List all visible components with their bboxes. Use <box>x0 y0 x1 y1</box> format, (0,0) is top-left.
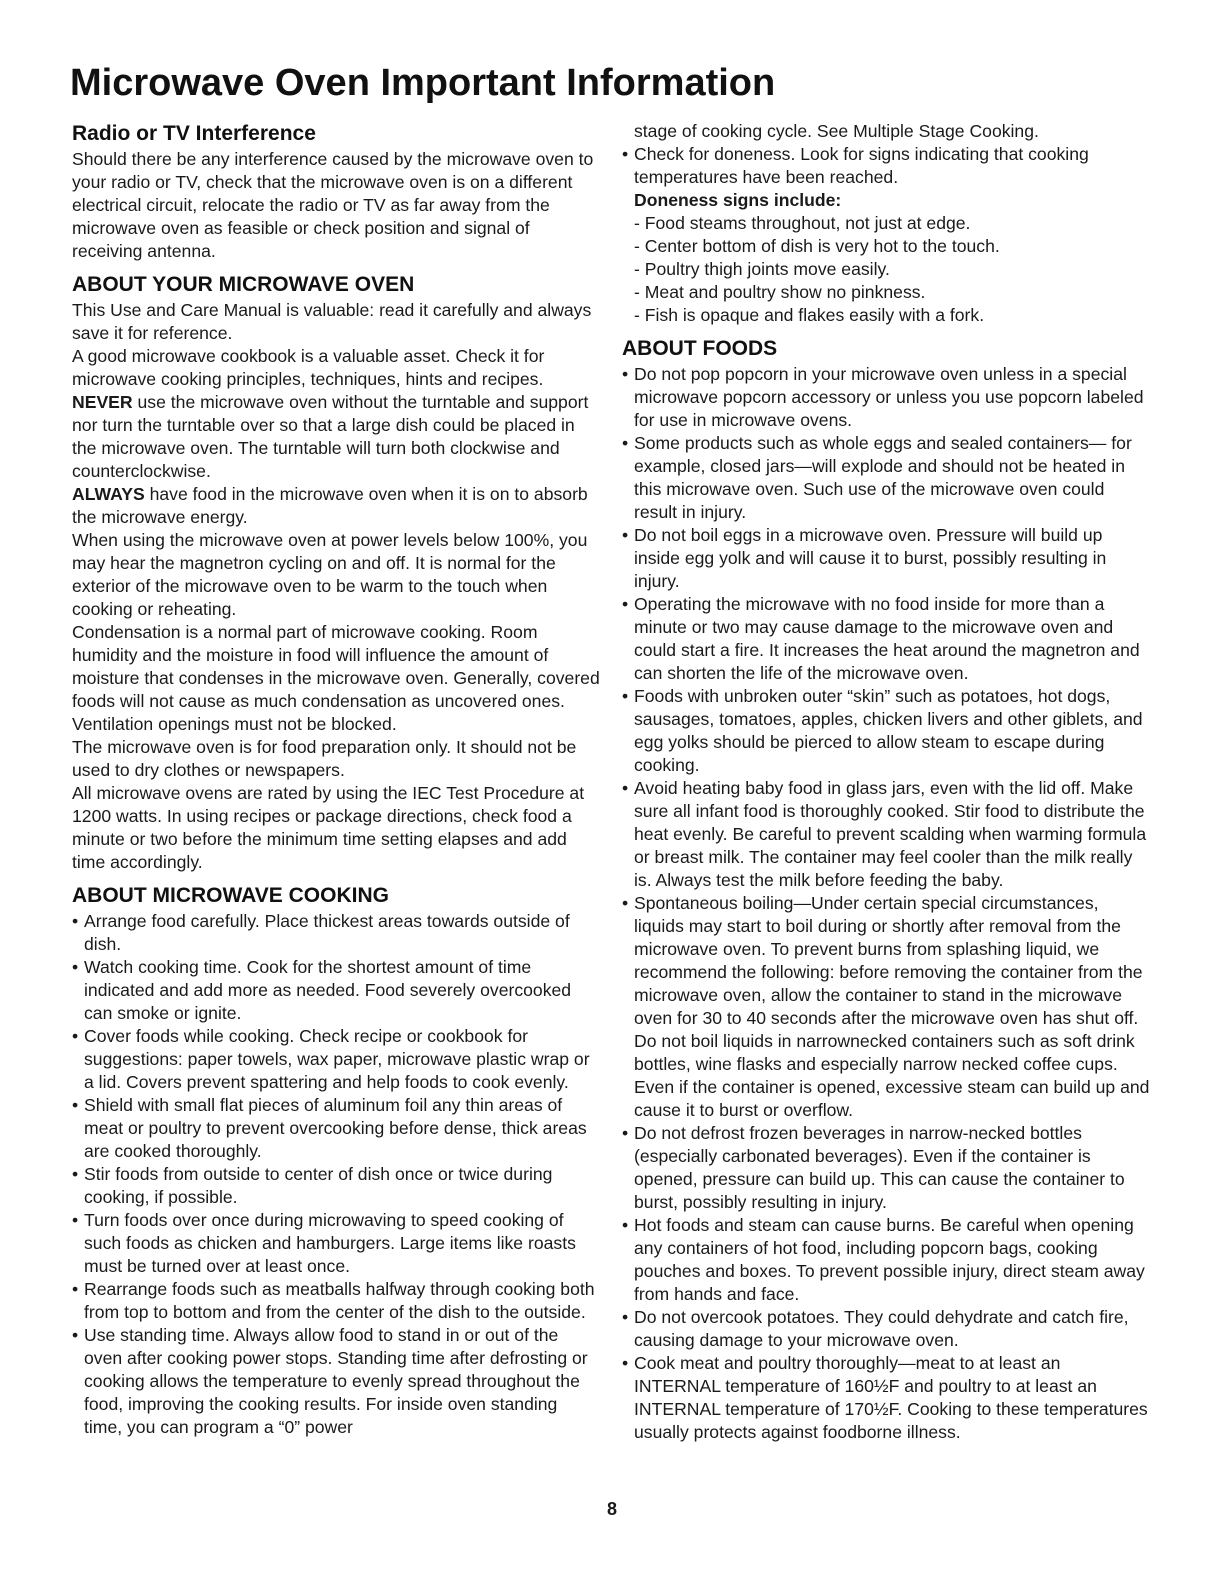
about-oven-heading: ABOUT YOUR MICROWAVE OVEN <box>72 273 415 296</box>
radio-tv-heading: Radio or TV Interference <box>72 122 316 145</box>
cooking-continued: stage of cooking cycle. See Multiple Stage Cooking. <box>634 121 1039 141</box>
list-item: • Hot foods and steam can cause burns. Be careful when opening any containers of hot food, including popcorn bags, cooking pouches and boxes. To prevent possible injury, direct steam away from hands and face. <box>622 1214 1150 1306</box>
about-oven-p3 <box>72 391 600 483</box>
list-item: • Operating the microwave with no food inside for more than a minute or two may cause damage to the microwave oven and could start a fire. It increases the heat around the magnetron and can shorten the life of the microwave oven. <box>622 593 1150 685</box>
list-item: • Do not overcook potatoes. They could dehydrate and catch fire, causing damage to your microwave oven. <box>622 1306 1150 1352</box>
list-item: - Center bottom of dish is very hot to the touch. <box>634 236 1000 256</box>
list-item: • Watch cooking time. Cook for the shortest amount of time indicated and add more as needed. Food severely overcooked can smoke or ignite. <box>72 956 600 1025</box>
list-item: • Spontaneous boiling—Under certain special circumstances, liquids may start to boil during or shortly after removal from the microwave oven. To prevent burns from splashing liquid, we recommend the following: before removing the container from the microwave oven, allow the container to stand in the microwave oven for 30 to 40 seconds after the microwave oven has shut off. Do not boil liquids in narrownecked containers such as soft drink bottles, wine flasks and especially narrow necked coffee cups. Even if the container is opened, excessive steam can build up and cause it to burst or overflow. <box>622 892 1150 1122</box>
about-oven-p7: The microwave oven is for food preparation only. It should not be used to dry clothes or newspapers. <box>72 737 577 780</box>
about-oven-p8: All microwave ovens are rated by using the IEC Test Procedure at 1200 watts. In using recipes or package directions, check food a minute or two before the minimum time setting elapses and add time accordingly. <box>72 783 585 872</box>
right-column <box>622 120 1150 1444</box>
never-label: NEVER <box>72 392 133 412</box>
about-foods-list <box>622 363 1150 1444</box>
list-item: • Shield with small flat pieces of aluminum foil any thin areas of meat or poultry to prevent overcooking before dense, thick areas are cooked thoroughly. <box>72 1094 600 1163</box>
about-oven-p3-text: use the microwave oven without the turntable and support nor turn the turntable over so that a large dish could be placed in the microwave oven. The turntable will turn both clockwise and counterclockwise. <box>72 392 589 481</box>
list-item: • Avoid heating baby food in glass jars, even with the lid off. Make sure all infant food is thoroughly cooked. Stir food to distribute the heat evenly. Be careful to prevent scalding when warming formula or breast milk. The container may feel cooler than the milk really is. Always test the milk before feeding the baby. <box>622 777 1150 892</box>
list-item: • Stir foods from outside to center of dish once or twice during cooking, if possible. <box>72 1163 600 1209</box>
about-oven-p5: When using the microwave oven at power levels below 100%, you may hear the magnetron cycling on and off. It is normal for the exterior of the microwave oven to be warm to the touch when cooking or reheating. <box>72 530 588 619</box>
doneness-signs <box>622 212 1150 327</box>
about-cooking-list <box>72 910 600 1439</box>
list-item: • Some products such as whole eggs and sealed containers— for example, closed jars—will explode and should not be heated in this microwave oven. Such use of the microwave oven could result in injury. <box>622 432 1150 524</box>
about-oven-p1: This Use and Care Manual is valuable: read it carefully and always save it for reference. <box>72 300 592 343</box>
about-foods-heading: ABOUT FOODS <box>622 337 778 360</box>
list-item: - Meat and poultry show no pinkness. <box>634 282 926 302</box>
list-item: - Fish is opaque and flakes easily with a fork. <box>634 305 985 325</box>
list-item: • Arrange food carefully. Place thickest areas towards outside of dish. <box>72 910 600 956</box>
about-oven-p6: Condensation is a normal part of microwave cooking. Room humidity and the moisture in food will influence the amount of moisture that condenses in the microwave oven. Generally, covered foods will not cause as much condensation as uncovered ones. Ventilation openings must not be blocked. <box>72 622 600 734</box>
about-oven-p2: A good microwave cookbook is a valuable asset. Check it for microwave cooking principles, techniques, hints and recipes. <box>72 346 545 389</box>
about-cooking-heading: ABOUT MICROWAVE COOKING <box>72 884 389 907</box>
about-oven-p4 <box>72 483 600 529</box>
doneness-list <box>622 143 1150 189</box>
page-number: 8 <box>606 1499 617 1519</box>
list-item: • Check for doneness. Look for signs indicating that cooking temperatures have been reached. <box>622 143 1150 189</box>
always-label: ALWAYS <box>72 484 145 504</box>
doneness-heading: Doneness signs include: <box>634 190 842 210</box>
list-item: • Rearrange foods such as meatballs halfway through cooking both from top to bottom and from the center of the dish to the outside. <box>72 1278 600 1324</box>
page-title: Microwave Oven Important Information <box>70 62 776 104</box>
list-item: • Do not pop popcorn in your microwave oven unless in a special microwave popcorn accessory or unless you use popcorn labeled for use in microwave ovens. <box>622 363 1150 432</box>
list-item: • Do not defrost frozen beverages in narrow-necked bottles (especially carbonated beverages). Even if the container is opened, pressure can build up. This can cause the container to burst, possibly resulting in injury. <box>622 1122 1150 1214</box>
list-item: • Do not boil eggs in a microwave oven. Pressure will build up inside egg yolk and will cause it to burst, possibly resulting in injury. <box>622 524 1150 593</box>
about-oven-p4-text: have food in the microwave oven when it is on to absorb the microwave energy. <box>72 484 588 527</box>
list-item: • Foods with unbroken outer “skin” such as potatoes, hot dogs, sausages, tomatoes, apples, chicken livers and other giblets, and egg yolks should be pierced to allow steam to escape during cooking. <box>622 685 1150 777</box>
list-item: • Cook meat and poultry thoroughly—meat to at least an INTERNAL temperature of 160½F and poultry to at least an INTERNAL temperature of 170½F. Cooking to these temperatures usually protects against foodborne illness. <box>622 1352 1150 1444</box>
list-item: - Food steams throughout, not just at edge. <box>634 213 971 233</box>
left-column <box>72 120 600 1439</box>
list-item: • Turn foods over once during microwaving to speed cooking of such foods as chicken and hamburgers. Large items like roasts must be turned over at least once. <box>72 1209 600 1278</box>
list-item: • Use standing time. Always allow food to stand in or out of the oven after cooking power stops. Standing time after defrosting or cooking allows the temperature to evenly spread throughout the food, improving the cooking results. For inside oven standing time, you can program a “0” power <box>72 1324 600 1439</box>
list-item: - Poultry thigh joints move easily. <box>634 259 890 279</box>
list-item: • Cover foods while cooking. Check recipe or cookbook for suggestions: paper towels, wax paper, microwave plastic wrap or a lid. Covers prevent spattering and help foods to cook evenly. <box>72 1025 600 1094</box>
radio-tv-text: Should there be any interference caused by the microwave oven to your radio or TV, check that the microwave oven is on a different electrical circuit, relocate the radio or TV as far away from the microwave oven as feasible or check position and signal of receiving antenna. <box>72 149 594 261</box>
